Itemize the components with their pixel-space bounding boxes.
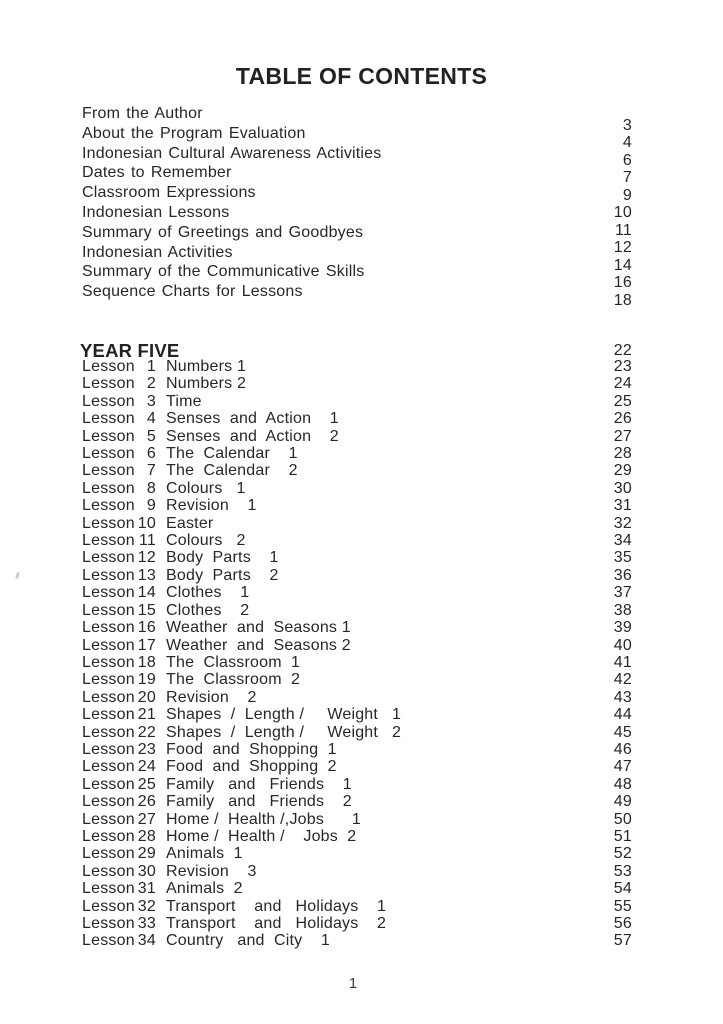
lesson-page-number: 45	[613, 723, 632, 741]
lesson-label: Lesson	[82, 549, 135, 567]
lesson-page-number: 34	[613, 532, 632, 550]
lesson-label: Lesson	[82, 880, 135, 898]
lesson-label: Lesson	[82, 514, 135, 532]
lesson-page-number: 28	[613, 445, 632, 463]
lesson-row	[82, 741, 632, 758]
lesson-title: Revision 1	[166, 497, 257, 515]
lesson-page-number: 23	[613, 358, 632, 375]
lesson-label: Lesson	[82, 653, 135, 671]
front-matter-page-number: 3	[622, 117, 632, 134]
lesson-page-number: 25	[613, 392, 632, 410]
front-matter-title: Classroom Expressions	[82, 184, 256, 202]
front-matter-page-number: 11	[614, 221, 632, 239]
lesson-label: Lesson	[82, 601, 135, 619]
lesson-row	[82, 828, 632, 845]
lesson-label: Lesson	[82, 358, 135, 375]
lesson-page-number: 35	[613, 549, 632, 567]
front-matter-page-number: 10	[613, 204, 632, 222]
lesson-row	[82, 445, 632, 462]
lesson-page-number: 39	[613, 619, 632, 637]
lesson-row	[82, 462, 632, 479]
lesson-number: 1	[146, 358, 156, 375]
lesson-row	[82, 915, 632, 932]
lesson-page-number: 56	[613, 915, 632, 932]
front-matter-title: Summary of the Communicative Skills	[82, 263, 365, 281]
front-matter-page-number: 9	[622, 186, 632, 204]
lesson-label: Lesson	[82, 584, 135, 602]
lesson-page-number: 40	[613, 636, 632, 654]
lesson-label: Lesson	[82, 932, 135, 950]
lesson-title: Senses and Action 2	[166, 427, 339, 445]
lesson-row	[82, 863, 632, 880]
front-matter-page-number: 16	[613, 274, 632, 292]
footer-page-number: 1	[348, 975, 358, 992]
lesson-number: 3	[146, 392, 156, 410]
lesson-row	[82, 567, 632, 584]
lesson-row	[82, 845, 632, 862]
lesson-number: 22	[137, 723, 156, 741]
lesson-number: 8	[146, 479, 156, 497]
lesson-number: 19	[137, 671, 156, 689]
lesson-row	[82, 793, 632, 810]
lesson-number: 9	[146, 497, 156, 515]
lesson-number: 21	[137, 706, 156, 724]
lesson-label: Lesson	[82, 793, 135, 811]
lesson-page-number: 50	[613, 810, 632, 828]
lesson-label: Lesson	[82, 392, 135, 410]
front-matter-page-number: 14	[613, 256, 632, 274]
lesson-label: Lesson	[82, 375, 135, 393]
lesson-label: Lesson	[82, 427, 135, 445]
lesson-title: Shapes / Length / Weight 1	[166, 706, 402, 724]
lesson-title: Food and Shopping 1	[166, 740, 337, 758]
lesson-title: Weather and Seasons 2	[166, 636, 351, 654]
lesson-number: 29	[137, 845, 156, 863]
lesson-title: Easter	[166, 514, 214, 532]
lesson-row	[82, 619, 632, 636]
lesson-row	[82, 428, 632, 445]
lesson-title: Transport and Holidays 2	[166, 915, 387, 932]
front-matter-title: Indonesian Activities	[82, 243, 233, 261]
lesson-row	[82, 637, 632, 654]
lesson-number: 25	[137, 775, 156, 793]
lesson-title: Revision 3	[166, 862, 257, 880]
lesson-number: 33	[137, 915, 156, 932]
lesson-label: Lesson	[82, 532, 135, 550]
lesson-label: Lesson	[82, 445, 135, 463]
front-matter-page-number: 6	[622, 151, 632, 169]
lesson-title: The Calendar 2	[166, 462, 298, 480]
lesson-row	[82, 898, 632, 915]
front-matter-titles	[82, 104, 381, 302]
lesson-title: Shapes / Length / Weight 2	[166, 723, 402, 741]
lesson-title: Clothes 2	[166, 601, 250, 619]
lesson-row	[82, 706, 632, 723]
lesson-title: Animals 2	[166, 880, 243, 898]
lesson-page-number: 36	[613, 566, 632, 584]
front-matter-title: Sequence Charts for Lessons	[82, 283, 303, 301]
front-matter-title: Dates to Remember	[82, 164, 232, 182]
lesson-label: Lesson	[82, 688, 135, 706]
lesson-page-number: 52	[613, 845, 632, 863]
lesson-number: 13	[137, 566, 156, 584]
lesson-page-number: 48	[613, 775, 632, 793]
lesson-number: 27	[137, 810, 156, 828]
front-matter-page-number: 4	[622, 134, 632, 152]
lesson-page-number: 29	[613, 462, 632, 480]
lesson-row	[82, 602, 632, 619]
lesson-row	[82, 654, 632, 671]
lesson-page-number: 55	[613, 897, 632, 915]
lesson-title: Colours 2	[166, 532, 246, 550]
lesson-page-number: 44	[613, 706, 632, 724]
lesson-row	[82, 532, 632, 549]
lesson-page-number: 47	[613, 758, 632, 776]
lesson-row	[82, 932, 632, 949]
lesson-page-number: 37	[613, 584, 632, 602]
lesson-title: Numbers 2	[166, 375, 247, 393]
lesson-page-number: 42	[613, 671, 632, 689]
lesson-row	[82, 375, 632, 392]
lesson-number: 2	[146, 375, 156, 393]
lesson-number: 12	[137, 549, 156, 567]
lesson-title: Weather and Seasons 1	[166, 619, 351, 637]
lesson-row	[82, 671, 632, 688]
front-matter-title: Indonesian Cultural Awareness Activities	[82, 144, 382, 162]
lesson-number: 5	[146, 427, 156, 445]
lesson-label: Lesson	[82, 410, 135, 428]
lesson-label: Lesson	[82, 497, 135, 515]
lesson-page-number: 27	[613, 427, 632, 445]
lesson-page-number: 43	[613, 688, 632, 706]
lesson-title: Revision 2	[166, 688, 257, 706]
lesson-list	[82, 358, 632, 950]
lesson-label: Lesson	[82, 845, 135, 863]
lesson-number: 11	[138, 532, 156, 550]
lesson-row	[82, 410, 632, 427]
lesson-page-number: 46	[613, 740, 632, 758]
front-matter-title: Summary of Greetings and Goodbyes	[82, 223, 364, 241]
lesson-title: Colours 1	[166, 479, 246, 497]
year-five-heading: YEAR FIVE	[80, 340, 180, 361]
lesson-title: The Classroom 1	[166, 653, 301, 671]
lesson-page-number: 51	[613, 827, 632, 845]
lesson-title: Family and Friends 1	[166, 775, 352, 793]
front-matter-title: From the Author	[82, 105, 203, 122]
lesson-label: Lesson	[82, 566, 135, 584]
lesson-page-number: 31	[613, 497, 632, 515]
lesson-title: Senses and Action 1	[166, 410, 339, 428]
lesson-title: Home / Health /,Jobs 1	[166, 810, 362, 828]
lesson-row	[82, 584, 632, 601]
lesson-title: Home / Health / Jobs 2	[166, 827, 357, 845]
lesson-row	[82, 776, 632, 793]
lesson-number: 23	[137, 740, 156, 758]
lesson-number: 6	[146, 445, 156, 463]
lesson-title: The Classroom 2	[166, 671, 301, 689]
lesson-title: Body Parts 1	[166, 549, 279, 567]
lesson-page-number: 49	[613, 793, 632, 811]
page-title: TABLE OF CONTENTS	[235, 63, 488, 89]
lesson-number: 14	[137, 584, 156, 602]
lesson-number: 20	[137, 688, 156, 706]
lesson-number: 17	[137, 636, 156, 654]
lesson-row	[82, 497, 632, 514]
front-matter-page-numbers	[552, 117, 632, 309]
lesson-title: The Calendar 1	[166, 445, 298, 463]
lesson-label: Lesson	[82, 479, 135, 497]
lesson-title: Numbers 1	[166, 358, 247, 375]
lesson-title: Food and Shopping 2	[166, 758, 337, 776]
lesson-row	[82, 515, 632, 532]
lesson-number: 7	[146, 462, 156, 480]
lesson-page-number: 26	[613, 410, 632, 428]
lesson-row	[82, 549, 632, 566]
lesson-number: 16	[137, 619, 156, 637]
front-matter-page-number: 12	[613, 239, 632, 257]
lesson-number: 31	[137, 880, 156, 898]
lesson-label: Lesson	[82, 723, 135, 741]
year-five-page-number: 22	[613, 342, 632, 359]
lesson-label: Lesson	[82, 862, 135, 880]
lesson-number: 32	[137, 897, 156, 915]
lesson-page-number: 30	[613, 479, 632, 497]
lesson-number: 28	[137, 827, 156, 845]
lesson-label: Lesson	[82, 915, 135, 932]
lesson-title: Clothes 1	[166, 584, 250, 602]
lesson-page-number: 41	[613, 653, 632, 671]
lesson-row	[82, 724, 632, 741]
lesson-page-number: 32	[613, 514, 632, 532]
lesson-label: Lesson	[82, 636, 135, 654]
front-matter-title: Indonesian Lessons	[82, 203, 230, 221]
lesson-page-number: 57	[613, 932, 632, 950]
lesson-title: Animals 1	[166, 845, 243, 863]
front-matter-page-number: 7	[622, 169, 632, 187]
lesson-row	[82, 480, 632, 497]
lesson-row	[82, 811, 632, 828]
lesson-number: 4	[146, 410, 156, 428]
lesson-title: Country and City 1	[166, 932, 330, 950]
lesson-number: 26	[137, 793, 156, 811]
lesson-page-number: 54	[613, 880, 632, 898]
lesson-row	[82, 689, 632, 706]
lesson-title: Time	[166, 392, 202, 410]
lesson-row	[82, 758, 632, 775]
lesson-number: 10	[137, 514, 156, 532]
lesson-number: 15	[137, 601, 156, 619]
lesson-label: Lesson	[82, 671, 135, 689]
lesson-page-number: 38	[613, 601, 632, 619]
lesson-title: Body Parts 2	[166, 566, 279, 584]
lesson-label: Lesson	[82, 775, 135, 793]
lesson-row	[82, 880, 632, 897]
lesson-label: Lesson	[82, 758, 135, 776]
front-matter-page-number: 18	[613, 291, 632, 309]
lesson-label: Lesson	[82, 462, 135, 480]
lesson-row	[82, 393, 632, 410]
lesson-label: Lesson	[82, 827, 135, 845]
lesson-label: Lesson	[82, 810, 135, 828]
lesson-row	[82, 358, 632, 375]
scan-artifact-speck	[15, 572, 20, 580]
lesson-page-number: 24	[613, 375, 632, 393]
lesson-title: Transport and Holidays 1	[166, 897, 387, 915]
front-matter-title: About the Program Evaluation	[82, 124, 306, 142]
lesson-label: Lesson	[82, 740, 135, 758]
lesson-title: Family and Friends 2	[166, 793, 352, 811]
lesson-number: 18	[137, 653, 156, 671]
lesson-page-number: 53	[613, 862, 632, 880]
lesson-number: 24	[137, 758, 156, 776]
lesson-number: 34	[137, 932, 156, 950]
lesson-label: Lesson	[82, 619, 135, 637]
lesson-number: 30	[137, 862, 156, 880]
lesson-label: Lesson	[82, 897, 135, 915]
lesson-label: Lesson	[82, 706, 135, 724]
